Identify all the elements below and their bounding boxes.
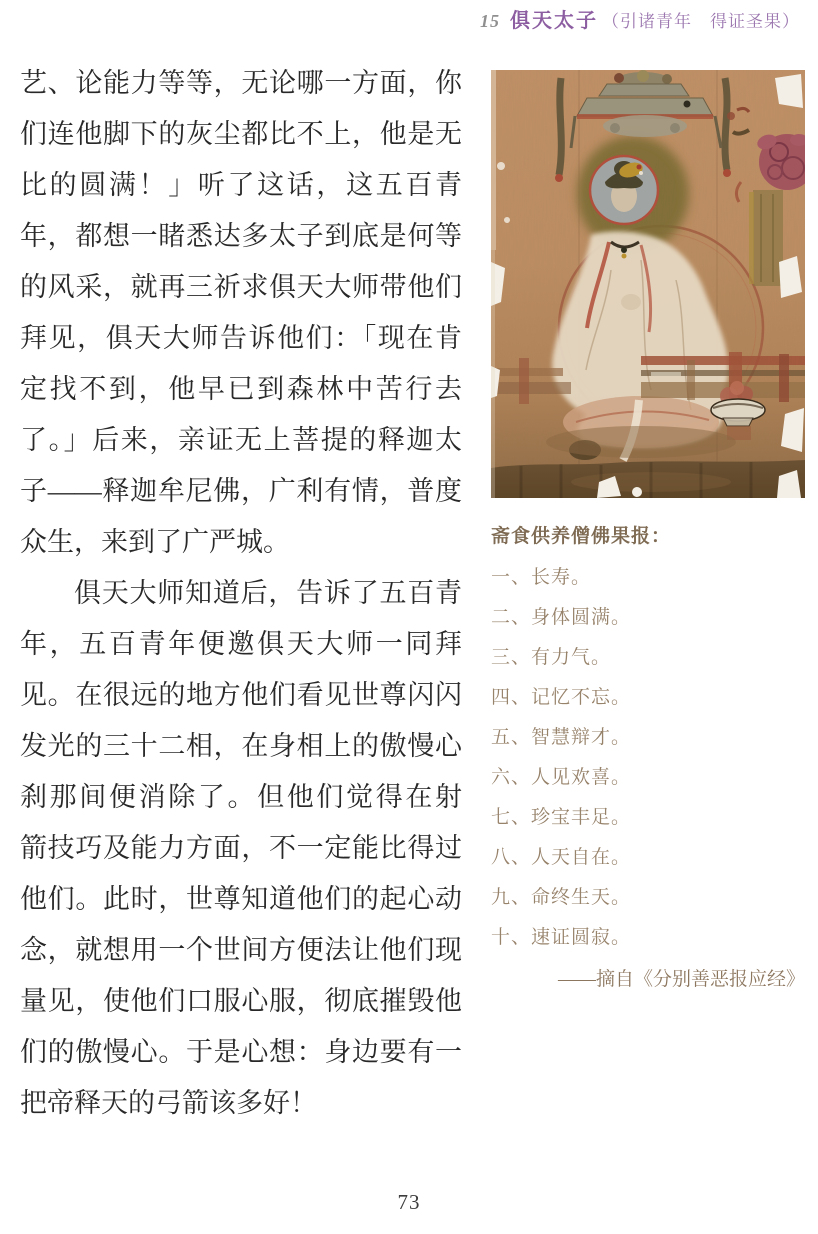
text-line: 们连他脚下的灰尘都比不上，他是无 (20, 119, 462, 149)
source-attribution: ——摘自《分别善恶报应经》 (557, 969, 805, 990)
merit-list-item: 七、珍宝丰足。 (491, 807, 632, 828)
merit-list-items (491, 558, 805, 958)
merit-list-item: 六、人见欢喜。 (491, 767, 632, 788)
text-line: 的风采，就再三祈求俱天大师带他们 (20, 272, 462, 302)
text-line: 把帝释天的弓箭该多好！ (20, 1088, 317, 1118)
text-line: 拜见，俱天大师告诉他们：「现在肯 (20, 323, 462, 353)
text-line: 定找不到，他早已到森林中苦行去 (20, 374, 462, 404)
merit-list-item: 二、身体圆满。 (491, 607, 632, 628)
text-line: 子——释迦牟尼佛，广利有情，普度 (20, 476, 462, 506)
chapter-title: 俱天太子 (510, 10, 598, 32)
merit-list-item: 三、有力气。 (491, 647, 612, 668)
text-line: 见。在很远的地方他们看见世尊闪闪 (20, 680, 462, 710)
page-header (480, 8, 800, 34)
merit-list-item: 四、记忆不忘。 (491, 687, 632, 708)
text-line: 他们。此时，世尊知道他们的起心动 (20, 884, 462, 914)
merit-list-item: 一、长寿。 (491, 567, 592, 588)
text-line: 年，五百青年便邀俱天大师一同拜 (20, 629, 462, 659)
text-line: 年，都想一睹悉达多太子到底是何等 (20, 221, 462, 251)
merit-list-item: 十、速证圆寂。 (491, 927, 632, 948)
merit-list-item: 八、人天自在。 (491, 847, 632, 868)
text-line: 比的圆满！」听了这话，这五百青 (20, 170, 462, 200)
body-text (20, 58, 462, 1129)
merit-list-item: 五、智慧辩才。 (491, 727, 632, 748)
painting-canvas (491, 70, 805, 498)
merit-list-item: 九、命终生天。 (491, 887, 632, 908)
page-number: 73 (397, 1190, 421, 1214)
text-line: 众生，来到了广严城。 (20, 527, 290, 557)
text-line: 俱天大师知道后，告诉了五百青 (74, 578, 462, 608)
text-line: 们的傲慢心。于是心想：身边要有一 (20, 1037, 462, 1067)
text-line: 箭技巧及能力方面，不一定能比得过 (20, 833, 462, 863)
chapter-number: 15 (480, 11, 500, 31)
text-line: 刹那间便消除了。但他们觉得在射 (20, 782, 462, 812)
text-line: 念，就想用一个世间方便法让他们现 (20, 935, 462, 965)
buddhist-painting (491, 70, 805, 498)
chapter-subtitle: （引诸青年 得证圣果） (602, 12, 800, 31)
text-line: 量见，使他们口服心服，彻底摧毁他 (20, 986, 462, 1016)
text-line: 艺、论能力等等，无论哪一方面，你 (20, 68, 462, 98)
merit-list (491, 516, 805, 1000)
text-line: 了。」后来，亲证无上菩提的释迦太 (20, 425, 462, 455)
merit-list-heading: 斋食供养僧佛果报： (491, 526, 672, 547)
text-line: 发光的三十二相，在身相上的傲慢心 (20, 731, 462, 761)
